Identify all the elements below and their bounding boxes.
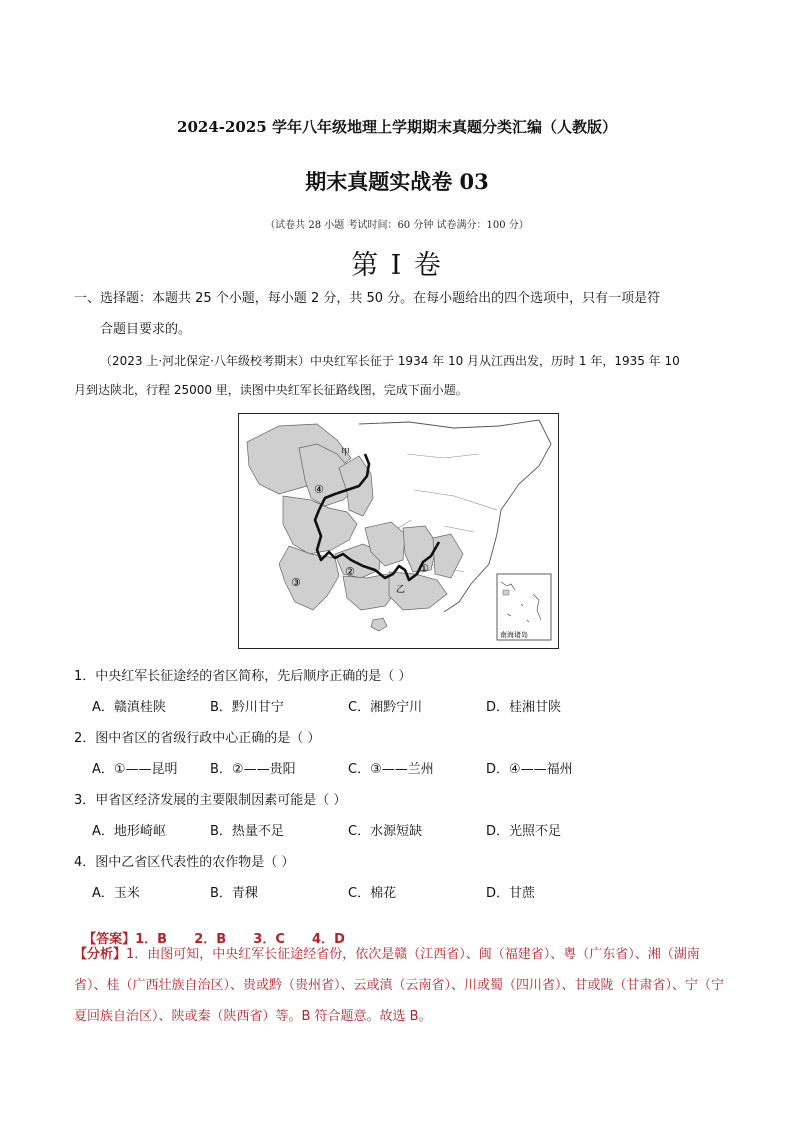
inset-hainan xyxy=(503,590,509,595)
document-series-header: 2024-2025 学年八年级地理上学期期末真题分类汇编（人教版） xyxy=(177,118,617,136)
question-3-stem: 3．甲省区经济发展的主要限制因素可能是（ ） xyxy=(74,793,347,808)
map-province-sichuan xyxy=(283,496,357,554)
instructions-line-1: 一、选择题：本题共 25 个小题，每小题 2 分，共 50 分。在每小题给出的四个选项中，只有一项是符 xyxy=(74,291,661,306)
question-3-option-a[interactable]: A．地形崎岖 xyxy=(92,824,166,839)
question-1-option-c[interactable]: C．湘黔宁川 xyxy=(348,700,423,715)
inset-label: 南海诸岛 xyxy=(500,631,528,639)
question-2-option-c[interactable]: C．③——兰州 xyxy=(348,762,434,777)
question-4-stem: 4．图中乙省区代表性的农作物是（ ） xyxy=(74,855,295,870)
question-1-stem: 1．中央红军长征途经的省区简称，先后顺序正确的是（ ） xyxy=(74,669,412,684)
question-2-option-a[interactable]: A．①——昆明 xyxy=(92,762,178,777)
map-hainan-island xyxy=(371,618,387,631)
question-4-option-a[interactable]: A．玉米 xyxy=(92,886,140,901)
question-1-option-d[interactable]: D．桂湘甘陕 xyxy=(486,700,562,715)
question-1-option-a[interactable]: A．赣滇桂陕 xyxy=(92,700,166,715)
map-label-yi: 乙 xyxy=(396,585,406,595)
analysis-paragraph xyxy=(74,939,724,1032)
question-4-option-c[interactable]: C．棉花 xyxy=(348,886,397,901)
answer-values: 1．B 2．B 3．C 4．D xyxy=(135,932,345,947)
question-3-option-b[interactable]: B．热量不足 xyxy=(210,824,284,839)
section-title: 第 I 卷 xyxy=(351,250,443,281)
question-1-option-b[interactable]: B．黔川甘宁 xyxy=(210,700,284,715)
long-march-map xyxy=(238,413,559,649)
question-2-option-b[interactable]: B．②——贵阳 xyxy=(210,762,296,777)
map-label-2: ② xyxy=(345,565,355,578)
passage-intro-line-2: 月到达陕北，行程 25000 里，读图中央红军长征路线图，完成下面小题。 xyxy=(74,383,468,397)
map-province-yunnan xyxy=(279,546,339,610)
question-4-option-d[interactable]: D．甘蔗 xyxy=(486,886,536,901)
long-march-map-figure xyxy=(239,414,558,648)
passage-intro-line-1: （2023 上·河北保定·八年级校考期末）中央红军长征于 1934 年 10 月从江西出发，历时 1 年，1935 年 10 xyxy=(100,354,680,368)
question-3-option-c[interactable]: C．水源短缺 xyxy=(348,824,423,839)
map-province-fujian xyxy=(433,534,463,578)
question-3-option-d[interactable]: D．光照不足 xyxy=(486,824,562,839)
page-title: 期末真题实战卷 03 xyxy=(305,169,489,194)
map-label-3: ③ xyxy=(291,576,301,589)
exam-info: （试卷共 28 小题 考试时间：60 分钟 试卷满分：100 分） xyxy=(265,220,529,231)
map-label-jia: 甲 xyxy=(341,448,351,458)
analysis-label: 【分析】 xyxy=(74,947,127,962)
analysis-text: 1．由图可知，中央红军长征途经省份，依次是赣（江西省）、闽（福建省）、粤（广东省）、湘（湖南省）、桂（广西壮族自治区）、贵或黔（贵州省）、云或滇（云南省）、川或蜀（四川省）、甘或陇（甘肃省）、宁（宁夏回族自治区）、陕或秦（陕西省）等。B 符合题意。故选 B。 xyxy=(74,947,725,1024)
answer-label: 【答案】 xyxy=(83,932,136,947)
question-2-stem: 2．图中省区的省级行政中心正确的是（ ） xyxy=(74,731,321,746)
question-2-option-d[interactable]: D．④——福州 xyxy=(486,762,573,777)
map-label-4: ④ xyxy=(314,483,324,496)
map-label-1: ① xyxy=(419,562,429,575)
instructions-line-2: 合题目要求的。 xyxy=(100,322,192,337)
question-4-option-b[interactable]: B．青稞 xyxy=(210,886,258,901)
